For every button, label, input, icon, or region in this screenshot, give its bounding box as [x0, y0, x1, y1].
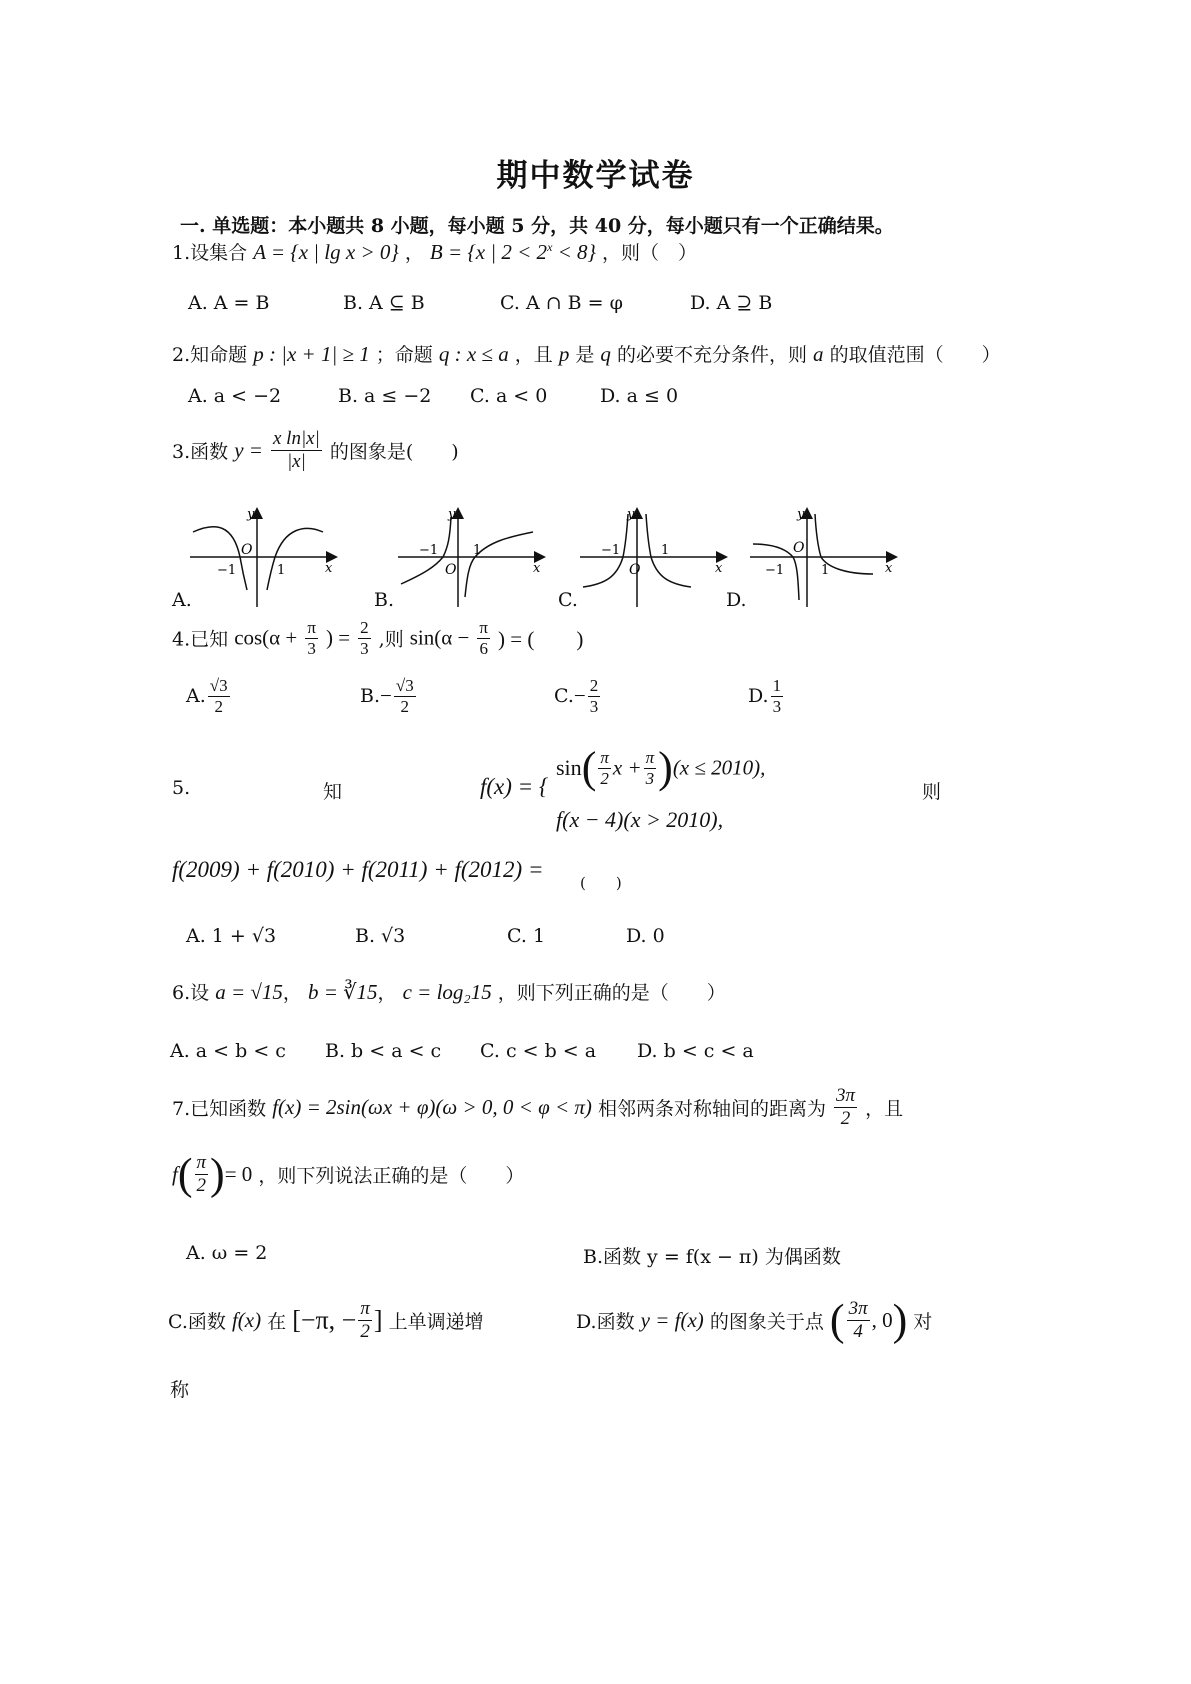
- svg-text:O: O: [629, 562, 641, 578]
- q2-prop-p: p : |x + 1| ≥ 1: [253, 342, 370, 366]
- q3-graph-a[interactable]: [185, 502, 355, 612]
- q5-option-b[interactable]: B. √3: [355, 925, 406, 947]
- q3-graph-label-b: B.: [374, 589, 395, 611]
- svg-text:y: y: [247, 507, 255, 522]
- q6-c: c = log₂15: [402, 980, 492, 1004]
- question-3: 3.函数 y = $\frac{\text{x ln|x|}}{|x|}$ 的图象是( ): [172, 428, 459, 472]
- section-heading: 一. 单选题：本小题共 8 小题，每小题 5 分，共 40 分，每小题只有一个正确结果。: [180, 215, 894, 237]
- q1-comma: ，: [404, 242, 424, 264]
- svg-text:O: O: [445, 562, 457, 578]
- q5-number: 5.: [172, 777, 191, 799]
- q6-option-a[interactable]: A. a < b < c: [170, 1040, 286, 1062]
- q5-option-d[interactable]: D. 0: [626, 925, 665, 947]
- q1-option-a[interactable]: A. A = B: [188, 292, 270, 314]
- q4-option-a[interactable]: A. $\frac{√3}{2}$: [186, 676, 228, 716]
- svg-text:1: 1: [473, 543, 482, 558]
- question-7: 7.已知函数 f(x) = 2sin(ωx + φ)(ω > 0, 0 < φ < π) 相邻两条对称轴间的距离为 $\frac{3\pi}{2}$ ，且: [172, 1085, 904, 1129]
- q2-option-b[interactable]: B. a ≤ −2: [338, 385, 432, 407]
- q1-set-a: A = {x | lg x > 0}: [253, 240, 399, 264]
- svg-text:y: y: [448, 507, 456, 522]
- q6-option-c[interactable]: C. c < b < a: [480, 1040, 597, 1062]
- q7-option-a[interactable]: A. ω = 2: [186, 1242, 268, 1264]
- q7-option-c[interactable]: C.函数 f(x) 在 [−π, − $\frac{\pi}{2}$ ] 上单调递增: [168, 1298, 484, 1342]
- q5-ze: 则: [922, 781, 942, 803]
- svg-text:O: O: [793, 540, 805, 556]
- q1-option-c[interactable]: C. A ∩ B = φ: [500, 292, 623, 314]
- q3-graph-label-c: C.: [558, 589, 578, 611]
- q5-zhi: 知: [323, 781, 343, 803]
- svg-text:−1: −1: [765, 563, 785, 578]
- q7-fx: f(x) = 2sin(ωx + φ)(ω > 0, 0 < φ < π): [272, 1094, 592, 1119]
- q5-option-c[interactable]: C. 1: [507, 925, 546, 947]
- svg-text:O: O: [241, 542, 253, 558]
- q2-option-d[interactable]: D. a ≤ 0: [600, 385, 679, 407]
- q5-sum: f(2009) + f(2010) + f(2011) + f(2012) =: [172, 857, 544, 882]
- q3-fraction: $\frac{\text{x ln|x|}}{|x|}$: [272, 428, 320, 472]
- svg-text:1: 1: [661, 543, 670, 558]
- q1-set-b: B = {x | $2 < 2^x < 8$}: [429, 240, 596, 264]
- question-4: 4.已知 cos(α + $\frac{\pi}{3}$ ) = $\frac{2}{3}$ ,则 sin(α − $\frac{\pi}{6}$ ) = ( ): [172, 618, 584, 658]
- q3-graph-label-d: D.: [726, 589, 747, 611]
- q1-option-b[interactable]: B. A ⊆ B: [343, 292, 425, 314]
- svg-text:x: x: [533, 561, 541, 576]
- svg-text:1: 1: [277, 563, 286, 578]
- q5-case-2: f(x − 4)(x > 2010),: [556, 807, 724, 832]
- q1-option-d[interactable]: D. A ⊇ B: [690, 292, 773, 314]
- question-6: 6.设 a = √15， b = ∛15， c = log₂15 ，则下列正确的是（ ）: [172, 980, 726, 1004]
- svg-text:y: y: [627, 507, 635, 522]
- svg-text:y: y: [797, 507, 805, 522]
- q7-option-d[interactable]: D.函数 y = f(x) 的图象关于点 ( $\frac{3\pi}{4}$ , 0) 对: [576, 1295, 933, 1345]
- q3-graph-b[interactable]: [393, 502, 563, 612]
- q6-b: b = ∛15: [307, 980, 378, 1004]
- svg-text:−1: −1: [217, 563, 237, 578]
- question-2: 2.知命题 p : |x + 1| ≥ 1 ；命题 q : x ≤ a ，且 p 是 q 的必要不充分条件，则 a 的取值范围（ ）: [172, 342, 1001, 366]
- svg-text:x: x: [325, 561, 333, 576]
- svg-text:x: x: [885, 561, 893, 576]
- q1-tail: ，则（ ）: [602, 242, 698, 264]
- svg-text:−1: −1: [419, 543, 439, 558]
- page-title: 期中数学试卷: [496, 158, 695, 194]
- q6-option-d[interactable]: D. b < c < a: [637, 1040, 754, 1062]
- q3-graph-d[interactable]: [745, 502, 915, 612]
- svg-text:−1: −1: [601, 543, 621, 558]
- q5-fx: f(x) = {: [480, 774, 549, 799]
- q6-a: a = √15: [215, 980, 283, 1004]
- q5-paren: ( ): [580, 874, 622, 892]
- q3-graph-c[interactable]: [575, 502, 745, 612]
- q7-option-d-wrap: 称: [170, 1379, 190, 1401]
- q1-lead: 1.设集合: [172, 242, 248, 264]
- q7-option-b[interactable]: B.函数 y = f(x − π) 为偶函数: [583, 1246, 841, 1268]
- q5-option-a[interactable]: A. 1 + √3: [186, 925, 277, 947]
- question-1: [172, 238, 697, 265]
- q7-condition: f( $\frac{\pi}{2}$ )= 0 ，则下列说法正确的是（ ）: [172, 1149, 525, 1199]
- svg-text:1: 1: [821, 563, 830, 578]
- q2-option-a[interactable]: A. a < −2: [188, 385, 282, 407]
- q5-case-1: sin( $\frac{\pi}{2}$ x + $\frac{\pi}{3}$ )(x ≤ 2010),: [556, 743, 766, 792]
- q3-graph-label-a: A.: [172, 589, 192, 611]
- q6-option-b[interactable]: B. b < a < c: [325, 1040, 442, 1062]
- q2-prop-q: q : x ≤ a: [438, 342, 509, 366]
- svg-text:x: x: [715, 561, 723, 576]
- q4-option-d[interactable]: D. $\frac{1}{3}$: [748, 676, 782, 716]
- q4-option-b[interactable]: B.− $\frac{√3}{2}$: [360, 676, 414, 716]
- q2-option-c[interactable]: C. a < 0: [470, 385, 548, 407]
- q4-option-c[interactable]: C.− $\frac{2}{3}$: [554, 676, 599, 716]
